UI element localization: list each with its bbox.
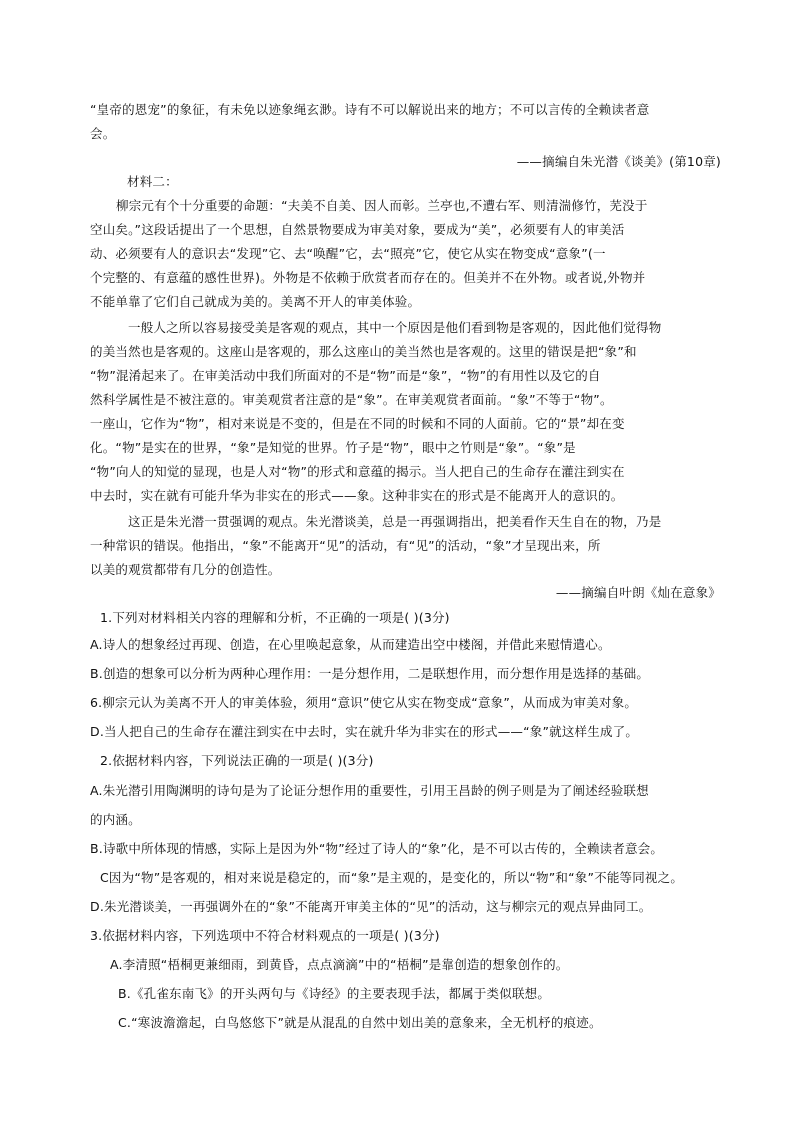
text-line: 不能单靠了它们自己就成为美的。美离不开人的审美体验。 (90, 294, 421, 309)
question-option: C.“寒波澹澹起，白鸟悠悠下”就是从混乱的自然中划出美的意象来，全无机杼的痕迹。 (118, 1015, 602, 1030)
source-citation: ——摘编自朱光潜《谈美》(第10章) (516, 154, 721, 169)
question-option: A.朱光潜引用陶渊明的诗句是为了论证分想作用的重要性，引用王昌龄的例子则是为了阐述经验联想 (90, 783, 649, 798)
question-option: B.诗歌中所体现的情感，实际上是因为外“物”经过了诗人的“象”化，是不可以古传的，全赖读者意会。 (90, 841, 664, 856)
text-line: 动、必须要有人的意识去“发现”它、去“唤醒”它，去“照亮”它，使它从实在物变成“意象”(一 (90, 246, 606, 261)
text-line: 柳宗元有个十分重要的命题：“夫美不自美、因人而彰。兰亭也,不遭右军、则清湍修竹，芜没于 (116, 198, 648, 213)
text-line: 会。 (90, 126, 116, 141)
text-line: 中去时，实在就有可能升华为非实在的形式——象。这种非实在的形式是不能离开人的意识的。 (90, 488, 624, 503)
question-stem: 3.依据材料内容，下列选项中不符合材料观点的一项是( )(3分) (90, 928, 440, 943)
text-line: “皇帝的恩宠”的象征，有未免以迹象绳玄渺。诗有不可以解说出来的地方；不可以言传的全赖读者意 (90, 102, 650, 117)
text-line: “物”混淆起来了。在审美活动中我们所面对的不是“物”而是“象”，“物”的有用性以及它的自 (90, 368, 601, 383)
question-option: C因为“物”是客观的，相对来说是稳定的，而“象”是主观的，是变化的，所以“物”和“象”不能等同视之。 (100, 870, 684, 885)
question-option: 的内涵。 (90, 812, 141, 827)
question-option: B.《孔雀东南飞》的开头两句与《诗经》的主要表现手法，都属于类似联想。 (118, 986, 551, 1001)
text-line: “物”向人的知觉的显现，也是人对“物”的形式和意蕴的揭示。当人把自己的生命存在灌注到实在 (90, 464, 625, 479)
question-option: A.诗人的想象经过再现、创造，在心里唤起意象，从而建造出空中楼阁，并借此来慰情遣心。 (90, 637, 611, 652)
text-line: 以美的观赏都带有几分的创造性。 (90, 562, 281, 577)
question-option: D.朱光潜谈美，一再强调外在的“象”不能离开审美主体的“见”的活动，这与柳宗元的观点异曲同工。 (90, 899, 652, 914)
source-citation: ——摘编自叶朗《灿在意象》 (555, 585, 721, 600)
text-line: 然科学属性是不被注意的。审美观赏者注意的是“象”。在审美观赏者面前。“象”不等于“物”。 (90, 392, 613, 407)
question-option: A.李清照“梧桐更兼细雨，到黄昏，点点滴滴”中的“梧桐”是靠创造的想象创作的。 (110, 957, 569, 972)
text-line: 化。“物”是实在的世界，“象”是知觉的世界。竹子是“物”，眼中之竹则是“象”。“象”是 (90, 440, 576, 455)
text-line: 这正是朱光潜一贯强调的观点。朱光潜谈美，总是一再强调指出，把美看作天生自在的物，乃是 (128, 514, 662, 529)
text-line: 个完整的、有意蕴的感性世界)。外物是不依赖于欣赏者而存在的。但美并不在外物。或者说,外物并 (90, 270, 646, 285)
question-option: D.当人把自己的生命存在灌注到实在中去时，实在就升华为非实在的形式——“象”就这样生成了。 (90, 724, 639, 739)
question-option: 6.柳宗元认为美离不开人的审美体验，须用“意识”使它从实在物变成“意象”，从而成为审美对象。 (90, 695, 638, 710)
text-line: 一种常识的错误。他指出，“象”不能离开“见”的活动，有“见”的活动，“象”才呈现出来，所 (90, 538, 601, 553)
text-line: 一般人之所以容易接受美是客观的观点，其中一个原因是他们看到物是客观的，因此他们觉得物 (128, 320, 662, 335)
text-line: 一座山，它作为“物”，相对来说是不变的，但是在不同的时候和不同的人面前。它的“景”却在变 (90, 416, 625, 431)
text-line: 的美当然也是客观的。这座山是客观的，那么这座山的美当然也是客观的。这里的错误是把“象”和 (90, 344, 637, 359)
question-stem: 1.下列对材料相关内容的理解和分析，不正确的一项是( )(3分) (100, 610, 450, 625)
section-heading: 材料二： (127, 174, 178, 189)
text-line: 空山矣。”这段话提出了一个思想，自然景物要成为审美对象，要成为“美”，必须要有人的审美活 (90, 222, 625, 237)
question-option: B.创造的想象可以分析为两种心理作用：一是分想作用，二是联想作用，而分想作用是选择的基础。 (90, 666, 650, 681)
question-stem: 2.依据材料内容，下列说法正确的一项是( )(3分) (100, 753, 374, 768)
